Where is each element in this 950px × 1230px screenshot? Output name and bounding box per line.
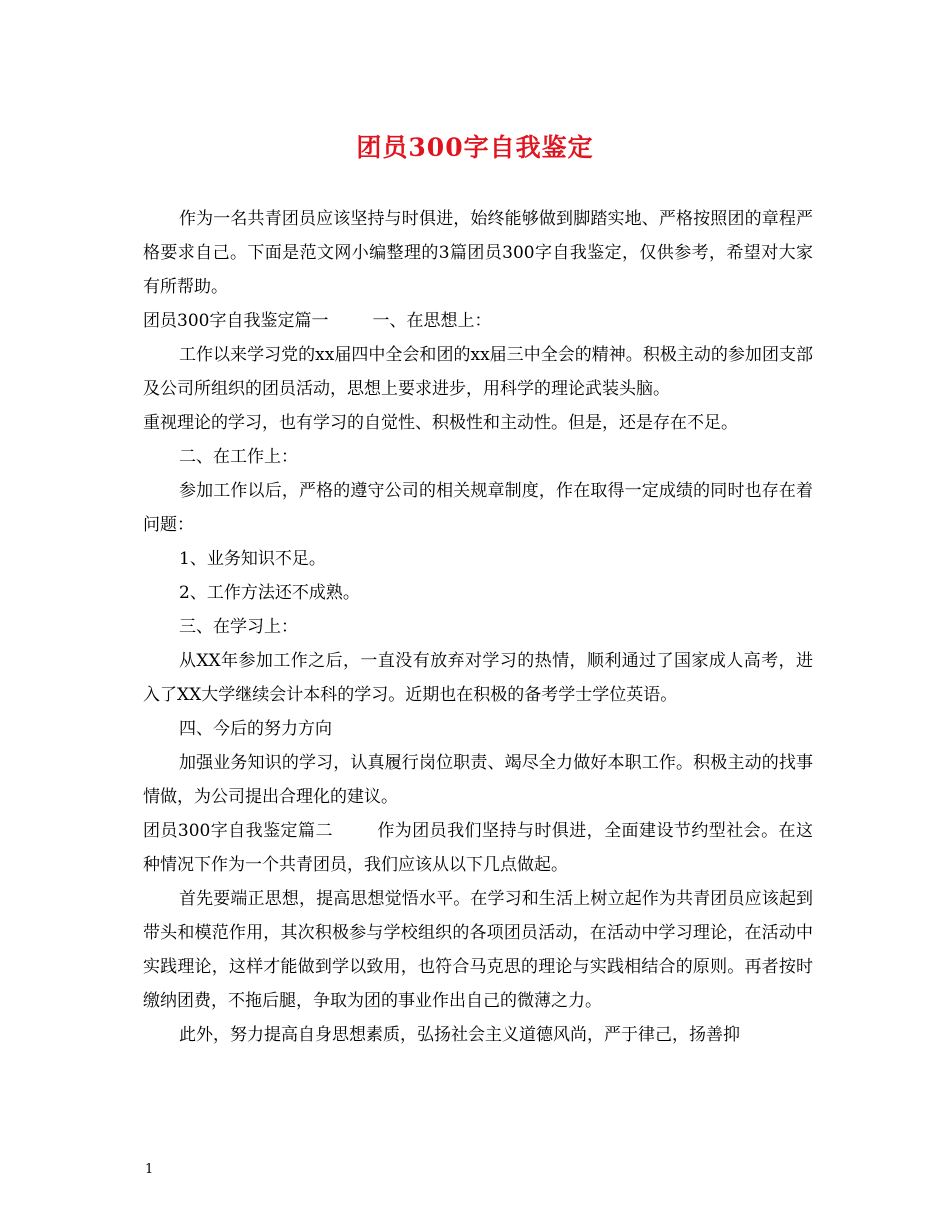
paragraph-text: 一、在思想上： [372,311,492,331]
subheading-paragraph [143,610,813,644]
subheading-paragraph [143,712,813,746]
paragraph-text: 此外，努力提高自身思想素质，弘扬社会主义道德风尚，严于律己，扬善抑 [179,1025,740,1045]
intro-paragraph [143,202,813,304]
section-heading: 团员300字自我鉴定篇一 [143,311,329,331]
paragraph-text: 重视理论的学习，也有学习的自觉性、积极性和主动性。但是，还是存在不足。 [143,413,738,433]
paragraph-text: 二、在工作上： [179,447,298,467]
subheading-paragraph [143,440,813,474]
list-item [143,576,813,610]
paragraph-text: 作为一名共青团员应该坚持与时俱进，始终能够做到脚踏实地、严格按照团的章程严格要求自己。下面是范文网小编整理的3篇团员300字自我鉴定，仅供参考，希望对大家有所帮助。 [143,209,813,297]
body-paragraph [143,644,813,712]
paragraph-text: 1、业务知识不足。 [179,549,326,569]
body-paragraph [143,474,813,542]
section-heading: 团员300字自我鉴定篇二 [143,821,333,841]
paragraph-text: 作为团员我们坚持与时俱进，全面建设节约型社会。在这种情况下作为一个共青团员，我们应该从以下几点做起。 [143,821,813,875]
body-paragraph [143,406,813,440]
list-item [143,542,813,576]
body-paragraph [143,882,813,1018]
document-body [143,202,813,1052]
paragraph-text: 2、工作方法还不成熟。 [179,583,360,603]
section-heading-paragraph [143,814,813,882]
paragraph-text: 参加工作以后，严格的遵守公司的相关规章制度，作在取得一定成绩的同时也存在着问题： [143,481,813,535]
page-number: 1 [145,1162,154,1177]
paragraph-text: 首先要端正思想，提高思想觉悟水平。在学习和生活上树立起作为共青团员应该起到带头和模范作用，其次积极参与学校组织的各项团员活动，在活动中学习理论，在活动中实践理论，这样才能做到学以致用，也符合马克思的理论与实践相结合的原则。再者按时缴纳团费，不拖后腿，争取为团的事业作出自己的微薄之力。 [143,889,813,1011]
paragraph-text: 工作以来学习党的xx届四中全会和团的xx届三中全会的精神。积极主动的参加团支部及公司所组织的团员活动，思想上要求进步，用科学的理论武装头脑。 [143,345,813,399]
paragraph-text: 三、在学习上： [179,617,298,637]
document-title: 团员300字自我鉴定 [356,133,594,162]
body-paragraph [143,1018,813,1052]
body-paragraph [143,746,813,814]
body-paragraph [143,338,813,406]
paragraph-text: 从XX年参加工作之后，一直没有放弃对学习的热情，顺利通过了国家成人高考，进入了XX大学继续会计本科的学习。近期也在积极的备考学士学位英语。 [143,651,813,705]
section-heading-paragraph [143,304,813,338]
paragraph-text: 四、今后的努力方向 [179,719,332,739]
paragraph-text: 加强业务知识的学习，认真履行岗位职责、竭尽全力做好本职工作。积极主动的找事情做，为公司提出合理化的建议。 [143,753,813,807]
